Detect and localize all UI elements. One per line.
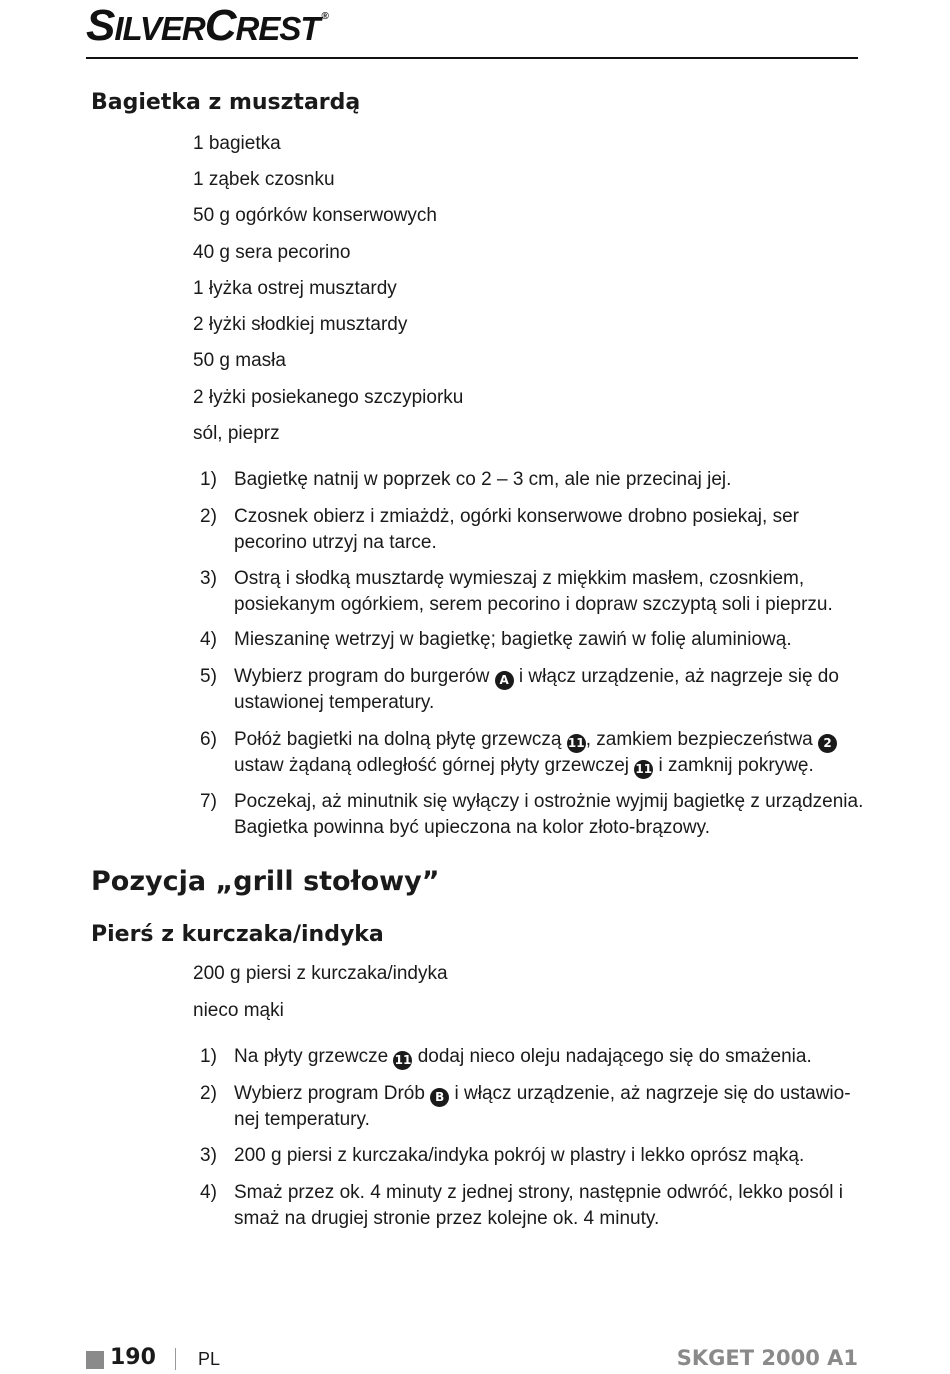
step-item: 1) Na płyty grzewcze 11 dodaj nieco oleju nadającego się do smażenia. <box>200 1044 865 1070</box>
ingredient-item: nieco mąki <box>193 1000 284 1021</box>
step-item: 3) Ostrą i słodką musztardę wymieszaj z miękkim masłem, czosnkiem, posiekanym ogórkiem, serem pecorino i dopraw szczyptą soli i pieprzu. <box>200 568 833 615</box>
reference-marker-icon: 11 <box>393 1051 412 1070</box>
ingredient-item: 2 łyżki posiekanego szczypiorku <box>193 387 464 408</box>
page-marker-square-icon <box>86 1351 104 1369</box>
brand-logo: SILVERCREST ® <box>86 1 328 50</box>
ingredient-item: sól, pieprz <box>193 423 280 444</box>
step-item: 4) Smaż przez ok. 4 minuty z jednej strony, następnie odwróć, lekko posól i smaż na drugiej stronie przez kolejne ok. 4 minuty. <box>200 1182 843 1229</box>
footer-divider <box>175 1348 176 1370</box>
recipe-heading-chicken: Pierś z kurczaka/indyka <box>91 922 384 947</box>
ingredient-item: 2 łyżki słodkiej musztardy <box>193 314 408 335</box>
recipe-heading-baguette: Bagietka z musztardą <box>91 90 361 115</box>
step-item: 6) Połóż bagietki na dolną płytę grzewczą 11, zamkiem bezpieczeństwa 2 ustaw żądaną odległość górnej płyty grzewczej 11 i zamknij pokrywę. <box>200 727 865 779</box>
language-code: PL <box>198 1349 221 1369</box>
reference-marker-icon: 11 <box>567 734 586 753</box>
step-item: 2) Wybierz program Drób B i włącz urządzenie, aż nagrzeje się do ustawionej temperatury. <box>200 1083 851 1130</box>
ingredient-item: 50 g ogórków konserwowych <box>193 205 437 226</box>
ingredient-item: 50 g masła <box>193 350 286 371</box>
step-item: 7) Poczekaj, aż minutnik się wyłączy i ostrożnie wyjmij bagietkę z urządzenia. Bagietka powinna być upieczona na kolor złoto-brązowy. <box>200 791 864 838</box>
page-number: 190 <box>110 1345 156 1370</box>
step-item: 1) Bagietkę natnij w poprzek co 2 – 3 cm, ale nie przecinaj jej. <box>200 469 732 490</box>
ingredient-item: 200 g piersi z kurczaka/indyka <box>193 963 448 984</box>
section-title-table-grill: Pozycja „grill stołowy” <box>91 866 440 897</box>
reference-marker-icon: 2 <box>818 734 837 753</box>
ingredient-item: 40 g sera pecorino <box>193 242 351 263</box>
reference-marker-icon: 11 <box>634 760 653 779</box>
step-item: 3) 200 g piersi z kurczaka/indyka pokrój w plastry i lekko oprósz mąką. <box>200 1145 805 1166</box>
reference-marker-icon: B <box>430 1088 449 1107</box>
model-number: SKGET 2000 A1 <box>676 1346 858 1370</box>
ingredient-item: 1 bagietka <box>193 133 281 154</box>
ingredient-item: 1 ząbek czosnku <box>193 169 335 190</box>
ingredient-item: 1 łyżka ostrej musztardy <box>193 278 397 299</box>
step-item: 4) Mieszaninę wetrzyj w bagietkę; bagietkę zawiń w folię aluminiową. <box>200 629 792 650</box>
header-divider <box>86 57 858 59</box>
step-item: 5) Wybierz program do burgerów A i włącz urządzenie, aż nagrzeje się do ustawionej temperatury. <box>200 666 839 713</box>
step-item: 2) Czosnek obierz i zmiażdż, ogórki konserwowe drobno posiekaj, ser pecorino utrzyj na tarce. <box>200 506 799 553</box>
reference-marker-icon: A <box>495 671 514 690</box>
